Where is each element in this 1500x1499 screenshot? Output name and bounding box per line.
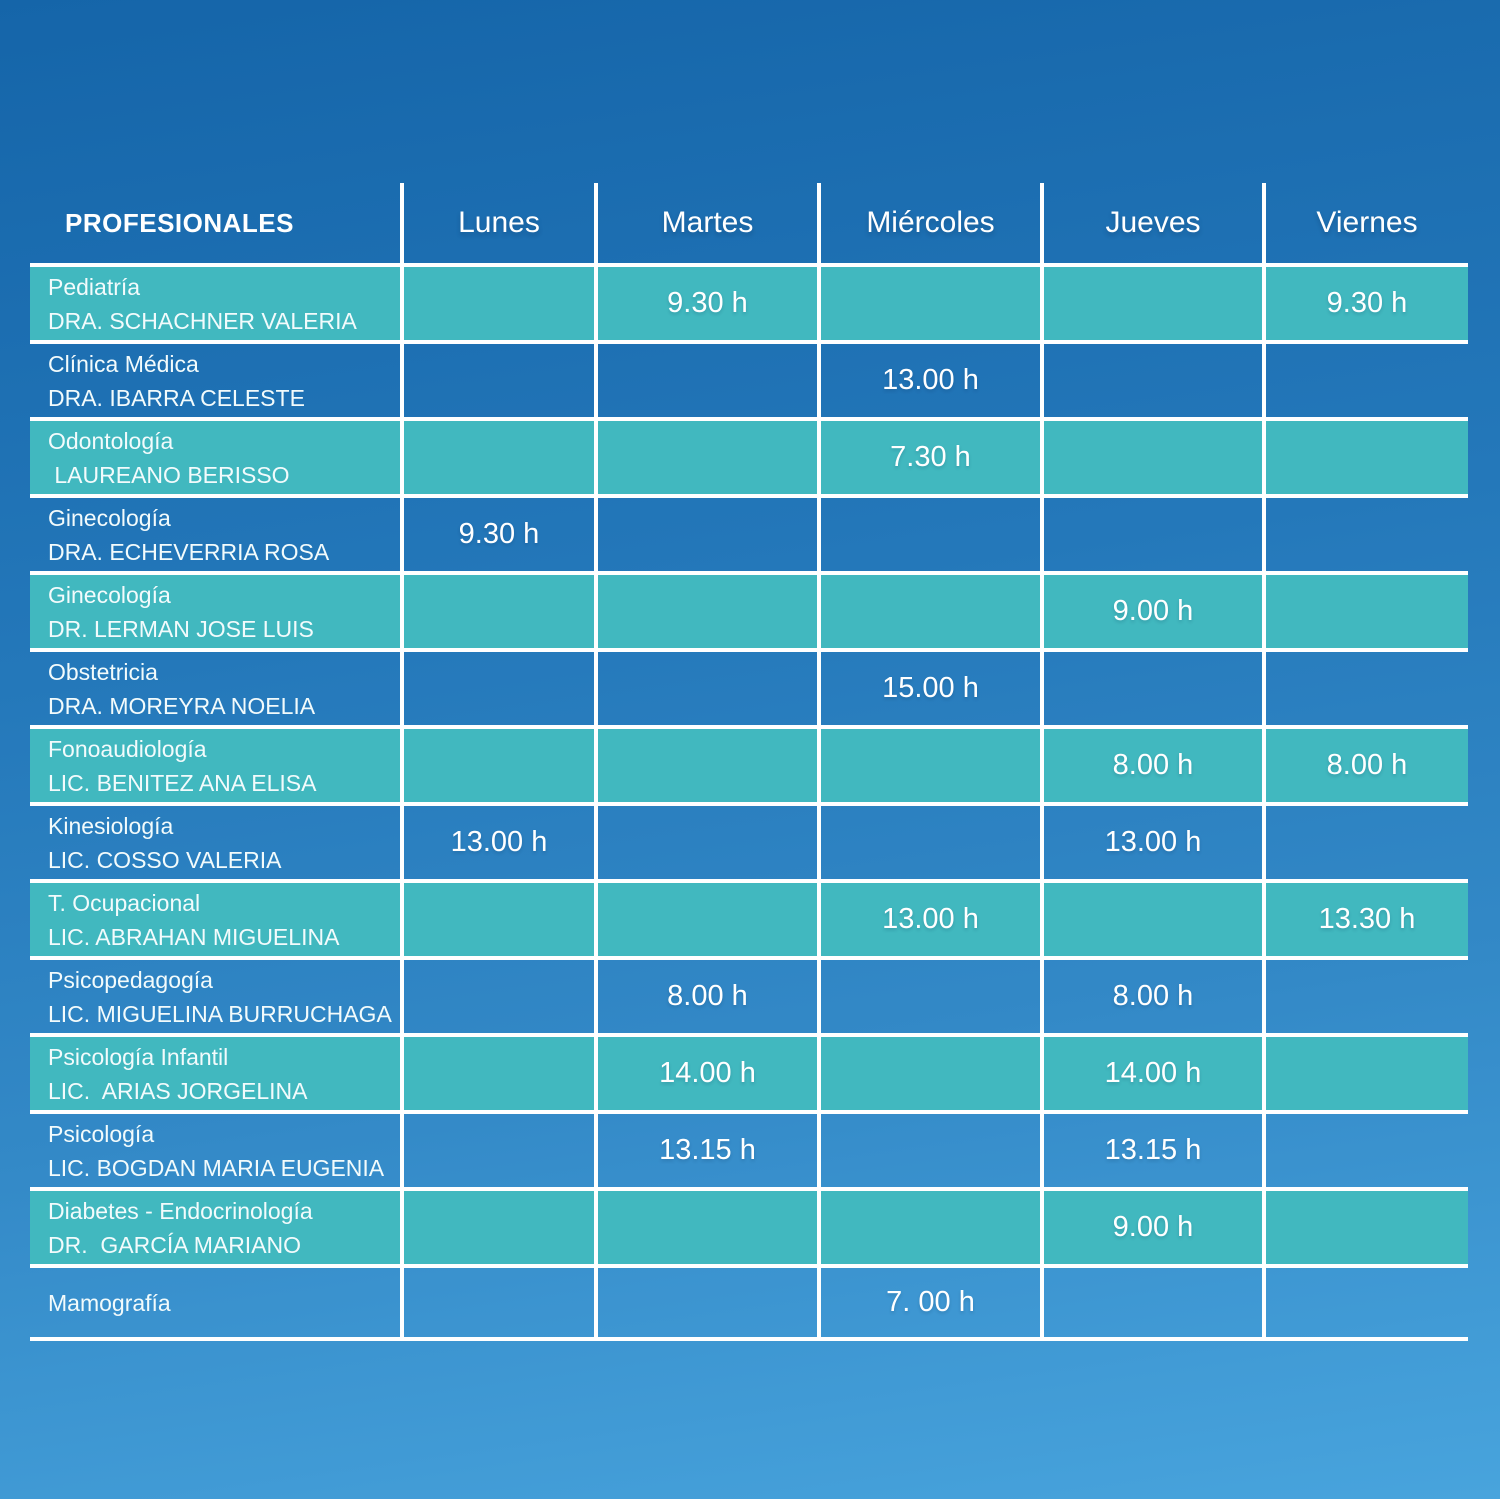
professional-name: DR. LERMAN JOSE LUIS xyxy=(48,615,314,642)
professional-cell xyxy=(30,806,400,879)
table-row xyxy=(30,263,1468,340)
time-cell-lunes xyxy=(400,421,594,494)
table-row xyxy=(30,956,1468,1033)
professional-cell xyxy=(30,729,400,802)
time-cell-lunes xyxy=(400,267,594,340)
time-cell-miercoles xyxy=(817,575,1040,648)
time-cell-lunes xyxy=(400,344,594,417)
table-row xyxy=(30,571,1468,648)
specialty-label: Kinesiología xyxy=(48,812,174,839)
table-row xyxy=(30,417,1468,494)
specialty-label: T. Ocupacional xyxy=(48,889,201,916)
time-cell-miercoles xyxy=(817,267,1040,340)
time-cell-lunes xyxy=(400,883,594,956)
time-cell-martes: 8.00 h xyxy=(594,960,817,1033)
time-cell-miercoles: 15.00 h xyxy=(817,652,1040,725)
time-cell-jueves: 9.00 h xyxy=(1040,575,1262,648)
professional-name: LIC. ABRAHAN MIGUELINA xyxy=(48,923,340,950)
time-cell-viernes xyxy=(1262,421,1468,494)
time-cell-viernes xyxy=(1262,344,1468,417)
time-cell-jueves: 13.15 h xyxy=(1040,1114,1262,1187)
specialty-label: Psicología xyxy=(48,1120,155,1147)
time-cell-jueves xyxy=(1040,344,1262,417)
time-cell-miercoles: 13.00 h xyxy=(817,883,1040,956)
time-cell-martes xyxy=(594,498,817,571)
column-header-profesionales: PROFESIONALES xyxy=(65,207,294,238)
time-cell-viernes xyxy=(1262,575,1468,648)
time-cell-viernes: 13.30 h xyxy=(1262,883,1468,956)
professional-cell xyxy=(30,1191,400,1264)
time-cell-martes: 14.00 h xyxy=(594,1037,817,1110)
time-cell-miercoles: 7. 00 h xyxy=(817,1268,1040,1337)
column-header-viernes: Viernes xyxy=(1262,183,1468,263)
professional-cell xyxy=(30,960,400,1033)
specialty-label: Obstetricia xyxy=(48,658,158,685)
professional-name: DRA. MOREYRA NOELIA xyxy=(48,692,316,719)
specialty-label: Diabetes - Endocrinología xyxy=(48,1197,313,1224)
table-body xyxy=(30,263,1468,1341)
professional-cell xyxy=(30,421,400,494)
time-cell-lunes xyxy=(400,575,594,648)
professional-name: LIC. COSSO VALERIA xyxy=(48,846,282,873)
time-cell-jueves: 9.00 h xyxy=(1040,1191,1262,1264)
column-header-miercoles: Miércoles xyxy=(817,183,1040,263)
time-cell-martes: 9.30 h xyxy=(594,267,817,340)
professional-name: DRA. ECHEVERRIA ROSA xyxy=(48,538,330,565)
time-cell-viernes xyxy=(1262,498,1468,571)
time-cell-martes xyxy=(594,1268,817,1337)
table-row xyxy=(30,725,1468,802)
time-cell-miercoles: 13.00 h xyxy=(817,344,1040,417)
table-header-row xyxy=(30,183,1468,263)
time-cell-jueves: 14.00 h xyxy=(1040,1037,1262,1110)
time-cell-jueves xyxy=(1040,1268,1262,1337)
time-cell-jueves xyxy=(1040,498,1262,571)
time-cell-miercoles xyxy=(817,960,1040,1033)
time-cell-miercoles xyxy=(817,498,1040,571)
time-cell-viernes xyxy=(1262,1268,1468,1337)
time-cell-jueves: 8.00 h xyxy=(1040,960,1262,1033)
time-cell-viernes xyxy=(1262,1191,1468,1264)
time-cell-viernes xyxy=(1262,960,1468,1033)
professional-cell xyxy=(30,1037,400,1110)
table-row xyxy=(30,648,1468,725)
time-cell-jueves: 13.00 h xyxy=(1040,806,1262,879)
time-cell-lunes xyxy=(400,729,594,802)
time-cell-miercoles xyxy=(817,806,1040,879)
column-header-lunes: Lunes xyxy=(400,183,594,263)
time-cell-miercoles xyxy=(817,1191,1040,1264)
time-cell-lunes xyxy=(400,1037,594,1110)
time-cell-martes: 13.15 h xyxy=(594,1114,817,1187)
time-cell-viernes: 8.00 h xyxy=(1262,729,1468,802)
time-cell-viernes xyxy=(1262,652,1468,725)
professional-cell xyxy=(30,883,400,956)
specialty-label: Clínica Médica xyxy=(48,350,199,377)
professional-cell xyxy=(30,267,400,340)
time-cell-martes xyxy=(594,575,817,648)
time-cell-miercoles: 7.30 h xyxy=(817,421,1040,494)
professional-name: LIC. ARIAS JORGELINA xyxy=(48,1077,308,1104)
time-cell-martes xyxy=(594,883,817,956)
professional-name: LIC. BENITEZ ANA ELISA xyxy=(48,769,317,796)
time-cell-jueves xyxy=(1040,652,1262,725)
professional-name: LAUREANO BERISSO xyxy=(48,461,290,488)
time-cell-jueves xyxy=(1040,267,1262,340)
time-cell-miercoles xyxy=(817,729,1040,802)
time-cell-miercoles xyxy=(817,1037,1040,1110)
professional-name: DRA. SCHACHNER VALERIA xyxy=(48,307,357,334)
specialty-label: Ginecología xyxy=(48,504,171,531)
specialty-label: Pediatría xyxy=(48,273,141,300)
professional-cell xyxy=(30,652,400,725)
time-cell-martes xyxy=(594,806,817,879)
time-cell-martes xyxy=(594,344,817,417)
time-cell-martes xyxy=(594,729,817,802)
time-cell-miercoles xyxy=(817,1114,1040,1187)
professional-name: DRA. IBARRA CELESTE xyxy=(48,384,305,411)
column-header-jueves: Jueves xyxy=(1040,183,1262,263)
time-cell-martes xyxy=(594,652,817,725)
time-cell-lunes xyxy=(400,652,594,725)
time-cell-viernes xyxy=(1262,806,1468,879)
table-row xyxy=(30,340,1468,417)
professional-cell xyxy=(30,1114,400,1187)
time-cell-jueves xyxy=(1040,883,1262,956)
professional-name: LIC. BOGDAN MARIA EUGENIA xyxy=(48,1154,385,1181)
time-cell-lunes xyxy=(400,960,594,1033)
time-cell-martes xyxy=(594,1191,817,1264)
professional-cell xyxy=(30,498,400,571)
professional-name: LIC. MIGUELINA BURRUCHAGA xyxy=(48,1000,392,1027)
time-cell-lunes xyxy=(400,1114,594,1187)
table-row xyxy=(30,1033,1468,1110)
table-row xyxy=(30,1110,1468,1187)
time-cell-martes xyxy=(594,421,817,494)
professional-cell xyxy=(30,1268,400,1337)
time-cell-lunes xyxy=(400,1268,594,1337)
table-row xyxy=(30,879,1468,956)
time-cell-jueves: 8.00 h xyxy=(1040,729,1262,802)
professional-cell xyxy=(30,575,400,648)
table-row xyxy=(30,494,1468,571)
specialty-label: Odontología xyxy=(48,427,174,454)
time-cell-viernes xyxy=(1262,1037,1468,1110)
specialty-label: Fonoaudiología xyxy=(48,735,207,762)
time-cell-jueves xyxy=(1040,421,1262,494)
specialty-label: Mamografía xyxy=(48,1289,171,1316)
specialty-label: Ginecología xyxy=(48,581,171,608)
column-header-martes: Martes xyxy=(594,183,817,263)
schedule-table xyxy=(30,183,1468,1341)
table-row xyxy=(30,1187,1468,1264)
time-cell-viernes xyxy=(1262,1114,1468,1187)
time-cell-lunes: 9.30 h xyxy=(400,498,594,571)
professional-cell xyxy=(30,344,400,417)
professional-name: DR. GARCÍA MARIANO xyxy=(48,1231,302,1258)
time-cell-lunes: 13.00 h xyxy=(400,806,594,879)
time-cell-viernes: 9.30 h xyxy=(1262,267,1468,340)
table-row xyxy=(30,1264,1468,1341)
table-row xyxy=(30,802,1468,879)
specialty-label: Psicología Infantil xyxy=(48,1043,229,1070)
time-cell-lunes xyxy=(400,1191,594,1264)
specialty-label: Psicopedagogía xyxy=(48,966,213,993)
